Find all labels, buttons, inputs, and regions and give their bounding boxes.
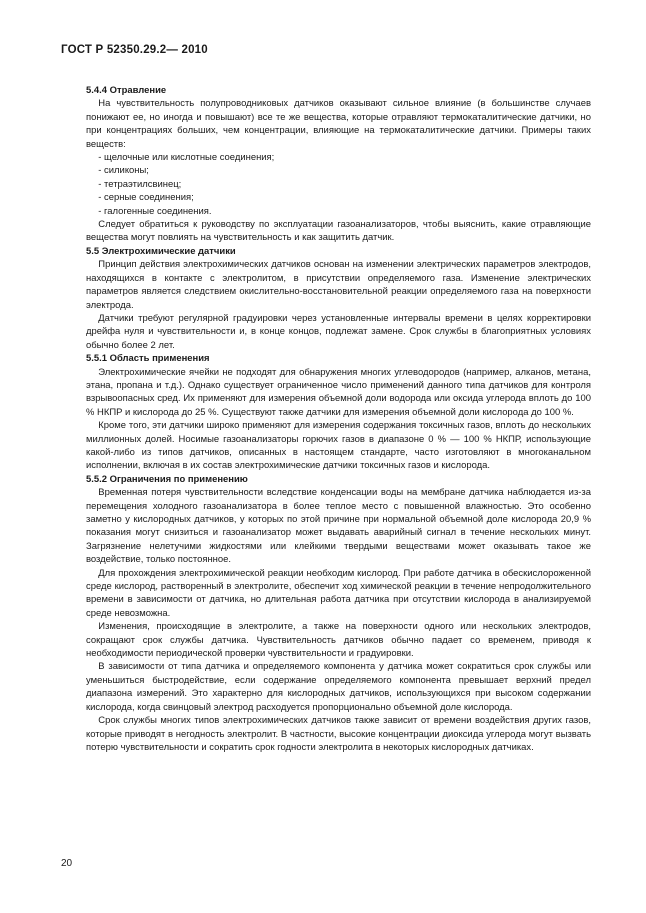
section-heading-5-5-2: 5.5.2 Ограничения по применению xyxy=(86,473,248,485)
paragraph: На чувствительность полупроводниковых датчиков оказывают сильное влияние (в большинстве случаев понижают ее, но иногда и повышают) все те же вещества, которые отравляют термокаталитические датчики, но при концентрациях больших, чем концентрации, влияющие на термокаталитические датчики. Примеры таких веществ: xyxy=(86,98,591,150)
document-header: ГОСТ Р 52350.29.2— 2010 xyxy=(61,44,208,56)
paragraph: В зависимости от типа датчика и определяемого компонента у датчика может сократиться срок службы или уменьшиться быстродействие, если содержание определяемого компонента превышает верхний предел диапазона измерений. Это характерно для кислородных датчиков, использующихся при высоком содержании кислорода, когда свинцовый электрод расходуется пропорционально объемной доле кислорода. xyxy=(86,661,591,713)
list-item: - силиконы; xyxy=(98,165,149,177)
list-item: - щелочные или кислотные соединения; xyxy=(98,152,275,164)
paragraph: Принцип действия электрохимических датчиков основан на изменении электрических параметров электродов, находящихся в контакте с электролитом, в присутствии определяемого газа. Изменение электрических параметров является следствием окислительно-восстановительной реакции определяемого газа на поверхности электрода. xyxy=(86,259,591,311)
paragraph: Изменения, происходящие в электролите, а также на поверхности одного или нескольких электродов, сокращают срок службы датчика. Чувствительность датчиков обычно падает со временем, приводя к необходимости периодической проверки чувствительности и градуировки. xyxy=(86,621,591,660)
paragraph: Срок службы многих типов электрохимических датчиков также зависит от времени воздействия других газов, которые приводят в негодность электролит. В частности, высокие концентрации диоксида углерода могут вызвать потерю чувствительности и сократить срок годности электролита в некоторых кислородных датчиках. xyxy=(86,715,591,753)
paragraph: Датчики требуют регулярной градуировки через установленные интервалы времени в целях корректировки дрейфа нуля и чувствительности и, в конце концов, подлежат замене. Срок службы в благоприятных условиях обычно более 2 лет. xyxy=(86,312,591,351)
section-heading-5-5: 5.5 Электрохимические датчики xyxy=(86,245,236,257)
paragraph: Временная потеря чувствительности вследствие конденсации воды на мембране датчика наблюдается из-за перемещения холодного газоанализатора в более теплое место с повышенной влажностью. Это особенно заметно у кислородных датчиков, у которых по этой причине при нормальной объемной доле кислорода 20,9 % показания могут снизиться и газоанализатор может выдавать аварийный сигнал в течение нескольких минут. Загрязнение нелетучими жидкостями или клейкими твердыми веществами может оказывать такое же воздействие, только постоянное. xyxy=(86,487,591,566)
list-item: - галогенные соединения. xyxy=(98,205,212,217)
list-item: - тетраэтилсвинец; xyxy=(98,178,182,190)
section-heading-5-4-4: 5.4.4 Отравление xyxy=(86,85,167,96)
paragraph: Для прохождения электрохимической реакции необходим кислород. При работе датчика в обескислороженной среде кислород, растворенный в электролите, обеспечит ход химической реакции в течение непродолжительного времени в зависимости от датчика, но длительная работа датчика при отсутствии кислорода в анализируемой среде невозможна. xyxy=(86,567,591,619)
paragraph: Следует обратиться к руководству по эксплуатации газоанализаторов, чтобы выяснить, какие отравляющие вещества могут повлиять на чувствительность и как защитить датчик. xyxy=(86,219,591,244)
list-item: - серные соединения; xyxy=(98,192,194,204)
page-content xyxy=(86,84,591,754)
section-heading-5-5-1: 5.5.1 Область применения xyxy=(86,353,210,365)
paragraph: Электрохимические ячейки не подходят для обнаружения многих углеводородов (например, алканов, метана, этана, пропана и т.д.). Однако существует ограниченное число применений данного типа датчиков для контроля взрывоопасных сред. Их применяют для измерения объемной доли водорода или оксида углерода вплоть до 100 % НКПР и кислорода до 25 %. Существуют также датчики для измерения объемной доли кислорода до 100 %. xyxy=(86,366,591,418)
page-number: 20 xyxy=(61,858,73,869)
paragraph: Кроме того, эти датчики широко применяют для измерения содержания токсичных газов, вплоть до нескольких миллионных долей. Носимые газоанализаторы горючих газов в диапазоне 0 % — 100 % НКПР, использующие какой-либо из типов датчиков, описанных в настоящем стандарте, часто изготовляют в многоканальном исполнении, включая в их состав электрохимические датчики токсичных газов и кислорода. xyxy=(86,420,591,472)
